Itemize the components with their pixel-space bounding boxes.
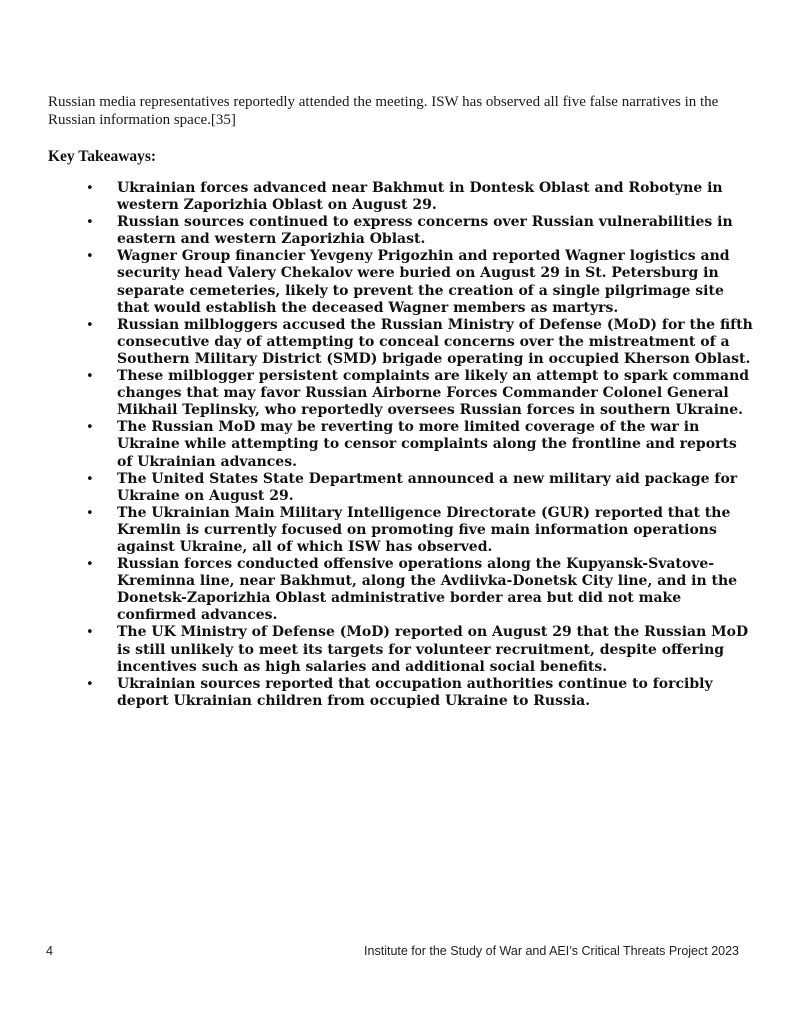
takeaway-item: • The Ukrainian Main Military Intelligence Directorate (GUR) reported that the Kremlin is currently focused on promoting five main information operations against Ukraine, all of which ISW has observed. (84, 505, 756, 556)
takeaway-item: • Ukrainian sources reported that occupation authorities continue to forcibly deport Ukrainian children from occupied Ukraine to Russia. (84, 676, 756, 710)
page-number: 4 (46, 944, 53, 958)
takeaway-item: • The Russian MoD may be reverting to more limited coverage of the war in Ukraine while attempting to censor complaints along the frontline and reports of Ukrainian advances. (84, 419, 756, 470)
key-takeaways-heading: Key Takeaways: (48, 148, 157, 165)
takeaway-item: • The United States State Department announced a new military aid package for Ukraine on August 29. (84, 471, 756, 505)
takeaway-item: • Wagner Group financier Yevgeny Prigozhin and reported Wagner logistics and security head Valery Chekalov were buried on August 29 in St. Petersburg in separate cemeteries, likely to prevent the creation of a single pilgrimage site that would establish the deceased Wagner members as martyrs. (84, 248, 756, 316)
takeaway-item: • These milblogger persistent complaints are likely an attempt to spark command changes that may favor Russian Airborne Forces Commander Colonel General Mikhail Teplinsky, who reportedly oversees Russian forces in southern Ukraine. (84, 368, 756, 419)
key-takeaways-list (84, 180, 756, 710)
takeaway-item: • The UK Ministry of Defense (MoD) reported on August 29 that the Russian MoD is still unlikely to meet its targets for volunteer recruitment, despite offering incentives such as high salaries and additional social benefits. (84, 624, 756, 675)
takeaway-item: • Russian forces conducted offensive operations along the Kupyansk-Svatove-Kreminna line, near Bakhmut, along the Avdiivka-Donetsk City line, and in the Donetsk-Zaporizhia Oblast administrative border area but did not make confirmed advances. (84, 556, 756, 624)
intro-paragraph: Russian media representatives reportedly attended the meeting. ISW has observed all five false narratives in the Russian information space.[35] (48, 94, 719, 128)
takeaway-item: • Russian milbloggers accused the Russian Ministry of Defense (MoD) for the fifth consecutive day of attempting to conceal concerns over the mistreatment of a Southern Military District (SMD) brigade operating in occupied Kherson Oblast. (84, 317, 756, 368)
takeaway-item: • Ukrainian forces advanced near Bakhmut in Dontesk Oblast and Robotyne in western Zaporizhia Oblast on August 29. (84, 180, 756, 214)
takeaway-item: • Russian sources continued to express concerns over Russian vulnerabilities in eastern and western Zaporizhia Oblast. (84, 214, 756, 248)
footer-credit: Institute for the Study of War and AEI’s Critical Threats Project 2023 (364, 944, 739, 958)
